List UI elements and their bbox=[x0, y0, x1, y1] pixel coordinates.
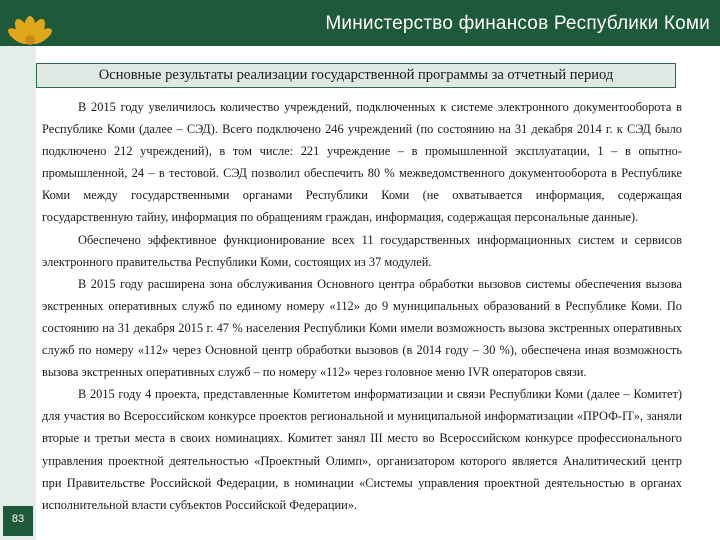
paragraph: В 2015 году 4 проекта, представленные Комитетом информатизации и связи Республики Коми (далее – Комитет) для участия во Всероссийском конкурсе проектов региональной и муниципальной информатизации «ПРОФ-IT», заняли вторые и третьи места в своих номинациях. Комитет занял III место во Всероссийском конкурсе профессионального управления проектной деятельностью «Проектный Олимп», организатором которого является Аналитический центр при Правительстве Российской Федерации, в номинации «Системы управления проектной деятельностью в органах исполнительной власти субъектов Российской Федерации». bbox=[42, 387, 682, 512]
komi-emblem-icon bbox=[2, 0, 58, 46]
left-sidebar-strip bbox=[0, 46, 36, 540]
header-bar bbox=[0, 0, 720, 46]
page-number: 83 bbox=[11, 513, 25, 525]
paragraph: В 2015 году расширена зона обслуживания Основного центра обработки вызовов системы обеспечения вызова экстренных оперативных служб по единому номеру «112» до 9 муниципальных образований в Республике Коми. По состоянию на 31 декабря 2015 г. 47 % населения Республики Коми имели возможность вызова экстренных оперативных служб по номеру «112» через Основной центр обработки вызовов (в 2014 году – 30 %), обеспечена иная возможность вызова экстренных оперативных служб – по номеру «112» через головное меню IVR операторов связи. bbox=[42, 276, 682, 380]
section-heading: Основные результаты реализации государственной программы за отчетный период bbox=[36, 63, 676, 88]
paragraph: В 2015 году увеличилось количество учреждений, подключенных к системе электронного документооборота в Республике Коми (далее – СЭД). Всего подключено 246 учреждений (по состоянию на 31 декабря 2014 г. к СЭД было подключено 212 учреждений), в том числе: 221 учреждение – в промышленной эксплуатации, 1 – в опытно-промышленной, 24 – в тестовой. СЭД позволил обеспечить 80 % межведомственного документооборота в Республике Коми между государственными органами Республики Коми (не охватывается информация, содержащая государственную тайну, информация по обращениям граждан, информация, содержащая персональные данные). bbox=[42, 100, 682, 225]
body-text bbox=[42, 96, 682, 516]
ministry-title: Министерство финансов Республики Коми bbox=[325, 13, 710, 34]
paragraph: Обеспечено эффективное функционирование всех 11 государственных информационных систем и сервисов электронного правительства Республики Коми, состоящих из 37 модулей. bbox=[42, 232, 682, 269]
